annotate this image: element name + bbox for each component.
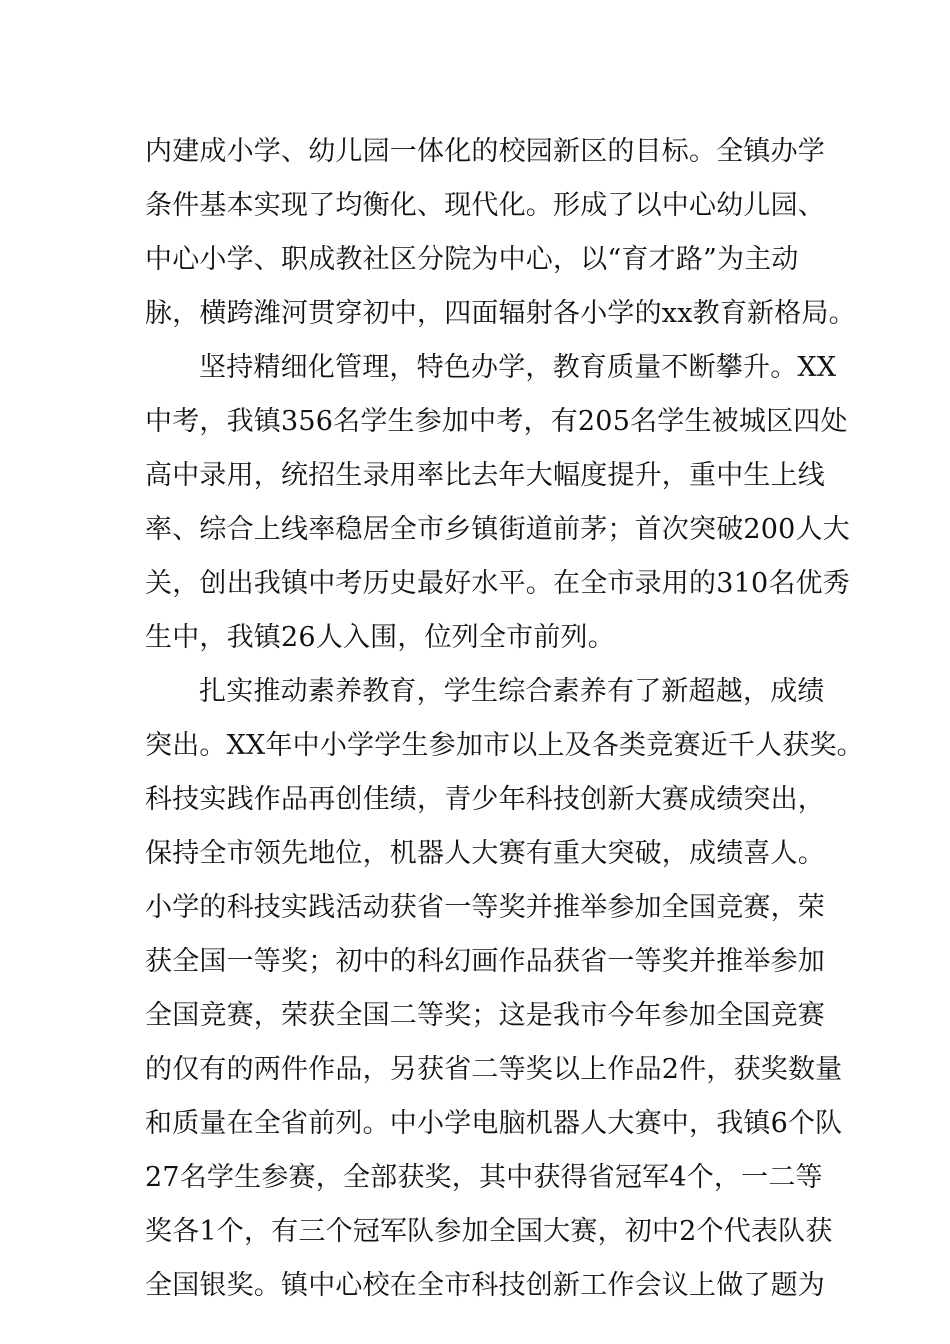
text-line-1: 内建成小学、幼儿园一体化的校园新区的目标。全镇办学: [145, 136, 825, 167]
document-body: [145, 125, 864, 1313]
text-line-14: 保持全市领先地位，机器人大赛有重大突破，成绩喜人。: [145, 838, 825, 869]
text-line-7: 高中录用，统招生录用率比去年大幅度提升，重中生上线: [145, 460, 825, 491]
text-line-11-paragraph-start: 扎实推动素养教育，学生综合素养有了新超越，成绩: [199, 676, 825, 707]
text-line-10: 生中，我镇26人入围，位列全市前列。: [145, 622, 615, 653]
text-line-17: 全国竞赛，荣获全国二等奖；这是我市今年参加全国竞赛: [145, 1000, 825, 1031]
text-line-8: 率、综合上线率稳居全市乡镇街道前茅；首次突破200人大: [145, 514, 850, 545]
text-line-6: 中考，我镇356名学生参加中考，有205名学生被城区四处: [145, 406, 848, 437]
text-line-3: 中心小学、职成教社区分院为中心，以“育才路”为主动: [145, 244, 799, 275]
text-line-4: 脉，横跨潍河贯穿初中，四面辐射各小学的xx教育新格局。: [145, 298, 856, 329]
text-line-13: 科技实践作品再创佳绩，青少年科技创新大赛成绩突出，: [145, 784, 825, 815]
text-line-5-paragraph-start: 坚持精细化管理，特色办学，教育质量不断攀升。XX: [199, 352, 837, 383]
text-line-18: 的仅有的两件作品，另获省二等奖以上作品2件，获奖数量: [145, 1054, 843, 1085]
text-line-15: 小学的科技实践活动获省一等奖并推举参加全国竞赛，荣: [145, 892, 825, 923]
text-line-22: 全国银奖。镇中心校在全市科技创新工作会议上做了题为: [145, 1270, 825, 1301]
text-line-19: 和质量在全省前列。中小学电脑机器人大赛中，我镇6个队: [145, 1108, 843, 1139]
text-line-16: 获全国一等奖；初中的科幻画作品获省一等奖并推举参加: [145, 946, 825, 977]
text-line-21: 奖各1个，有三个冠军队参加全国大赛，初中2个代表队获: [145, 1216, 833, 1247]
text-line-20: 27名学生参赛，全部获奖，其中获得省冠军4个，一二等: [145, 1162, 823, 1193]
text-line-12: 突出。XX年中小学学生参加市以上及各类竞赛近千人获奖。: [145, 730, 864, 761]
text-line-2: 条件基本实现了均衡化、现代化。形成了以中心幼儿园、: [145, 190, 825, 221]
text-line-9: 关，创出我镇中考历史最好水平。在全市录用的310名优秀: [145, 568, 850, 599]
